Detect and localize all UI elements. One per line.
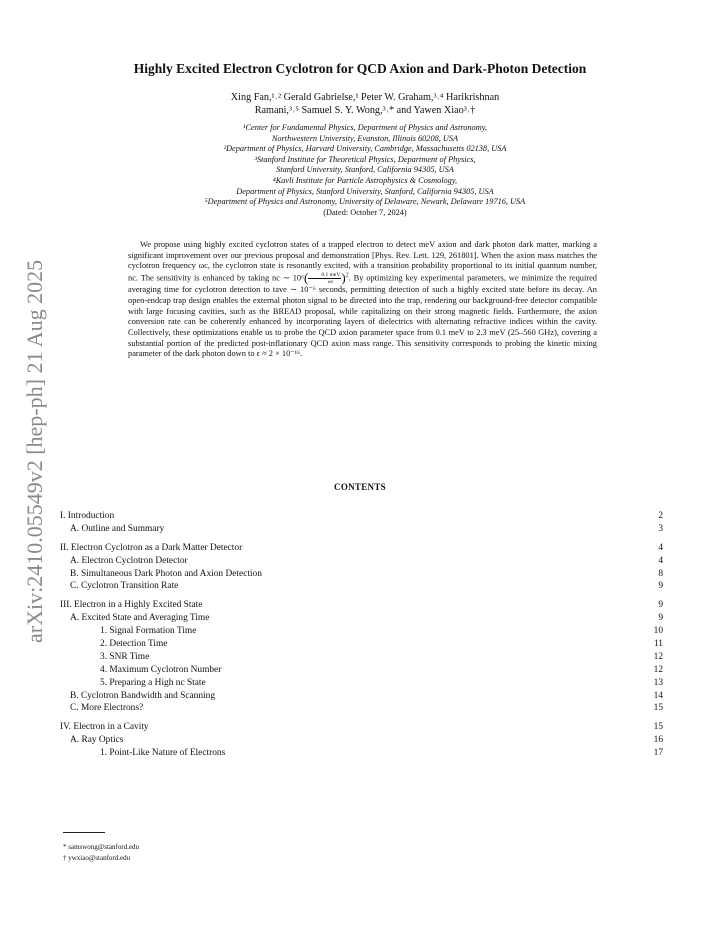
toc-entry-label: 4. Maximum Cyclotron Number bbox=[100, 664, 222, 675]
toc-entry[interactable] bbox=[60, 664, 663, 677]
toc-entry[interactable] bbox=[60, 568, 663, 581]
toc-entry[interactable] bbox=[60, 555, 663, 568]
table-of-contents bbox=[60, 510, 663, 760]
toc-entry[interactable] bbox=[60, 599, 663, 612]
toc-entry-page: 9 bbox=[658, 581, 663, 592]
toc-entry-page: 8 bbox=[658, 568, 663, 579]
toc-entry-page: 14 bbox=[653, 690, 663, 701]
toc-entry-page: 12 bbox=[653, 664, 663, 675]
authors-line-2: Ramani,³˒⁵ Samuel S. Y. Wong,³˒* and Yawen Xiao³˒† bbox=[254, 105, 476, 116]
toc-entry-label: 3. SNR Time bbox=[100, 651, 150, 662]
affiliation-line: Department of Physics, Stanford University, Stanford, California 94305, USA bbox=[236, 186, 494, 196]
toc-entry-label: 5. Preparing a High nc State bbox=[100, 677, 206, 688]
toc-entry-label: I. Introduction bbox=[60, 511, 115, 521]
toc-entry-label: 2. Detection Time bbox=[100, 639, 168, 650]
affiliations bbox=[100, 123, 630, 218]
toc-entry-label: C. Cyclotron Transition Rate bbox=[70, 581, 179, 592]
toc-entry[interactable] bbox=[60, 677, 663, 690]
toc-entry[interactable] bbox=[60, 638, 663, 651]
toc-entry[interactable] bbox=[60, 542, 663, 555]
toc-entry-page: 9 bbox=[658, 613, 663, 624]
toc-entry-label: III. Electron in a Highly Excited State bbox=[60, 600, 203, 611]
toc-entry-label: A. Ray Optics bbox=[70, 735, 124, 746]
footnote: * samswong@stanford.edu bbox=[63, 843, 140, 851]
toc-entry[interactable] bbox=[60, 625, 663, 638]
toc-entry-page: 4 bbox=[658, 555, 663, 566]
toc-entry-label: II. Electron Cyclotron as a Dark Matter Detector bbox=[60, 542, 243, 553]
arxiv-stamp-text: arXiv:2410.05549v2 [hep-ph] 21 Aug 2025 bbox=[22, 259, 47, 643]
toc-entry-label: 1. Point-Like Nature of Electrons bbox=[100, 748, 226, 759]
affiliation-line: Northwestern University, Evanston, Illinois 60208, USA bbox=[271, 133, 459, 143]
toc-entry[interactable] bbox=[60, 580, 663, 593]
abstract-text-2: . By optimizing key experimental parameters, we minimize the required averaging time for cyclotron detection to tave ∼ 10⁻⁶ seconds, permitting detection of such a highly excited state before its decay. An open-endcap trap design enables the external photon signal to be directed into the trap, rendering our background-free detector compatible with large focusing cavities, such as the BREAD proposal, while capitalizing on their strong magnetic fields. Furthermore, the axion conversion rate can be coherently enhanced by incorporating layers of dielectrics with alternating refractive indices within the cavity. Collectively, these optimizations enable us to probe the QCD axion parameter space from 0.1 meV to 2.3 meV (25–560 GHz), covering a substantial portion of the predicted post-inflationary QCD axion mass range. This sensitivity corresponds to probing the kinetic mixing parameter of the dark photon down to ϵ ≈ 2 × 10⁻¹⁶. bbox=[128, 273, 597, 359]
toc-entry[interactable] bbox=[60, 651, 663, 664]
toc-entry-page: 9 bbox=[658, 600, 663, 611]
date-line: (Dated: October 7, 2024) bbox=[323, 207, 407, 217]
right-paren: ) bbox=[341, 270, 346, 286]
toc-entry[interactable] bbox=[60, 734, 663, 747]
toc-entry-page: 13 bbox=[653, 677, 663, 688]
toc-entry-label: B. Simultaneous Dark Photon and Axion Detection bbox=[70, 568, 262, 579]
arxiv-stamp bbox=[12, 255, 52, 645]
author-list bbox=[170, 91, 560, 117]
toc-entry[interactable] bbox=[60, 721, 663, 734]
toc-entry[interactable] bbox=[60, 612, 663, 625]
affiliation-line: Stanford University, Stanford, California 94305, USA bbox=[276, 165, 454, 175]
toc-entry-page: 15 bbox=[653, 703, 663, 714]
toc-entry-label: IV. Electron in a Cavity bbox=[60, 722, 149, 733]
authors-line-1: Xing Fan,¹˒² Gerald Gabrielse,¹ Peter W. Graham,³˒⁴ Harikrishnan bbox=[230, 92, 500, 103]
affiliation-line: ³Stanford Institute for Theoretical Physics, Department of Physics, bbox=[254, 154, 476, 164]
toc-entry-page: 15 bbox=[653, 722, 663, 733]
footnotes bbox=[63, 842, 139, 863]
contents-heading: CONTENTS bbox=[334, 482, 386, 492]
toc-entry-label: A. Outline and Summary bbox=[70, 523, 165, 534]
toc-entry-page: 4 bbox=[658, 542, 663, 553]
toc-entry-page: 2 bbox=[658, 511, 663, 521]
affiliation-line: ¹Center for Fundamental Physics, Department of Physics and Astronomy, bbox=[243, 123, 487, 132]
fraction-denominator: ωc bbox=[327, 279, 334, 286]
toc-entry-label: C. More Electrons? bbox=[70, 703, 144, 714]
toc-entry-page: 16 bbox=[653, 735, 663, 746]
paper-title: Highly Excited Electron Cyclotron for QCD Axion and Dark-Photon Detection bbox=[133, 61, 587, 76]
abstract-text-1: We propose using highly excited cyclotron states of a trapped electron to detect meV axion and dark photon dark matter, marking a significant improvement over our previous proposal and demonstration [Phys. Rev. Lett. 129, 261801]. When the axion mass matches the cyclotron frequency ωc, the cyclotron state is resonantly excited, with a transition probability proportional to its initial quantum number, nc. The sensitivity is enhanced by taking nc ∼ 10⁶ bbox=[128, 240, 597, 283]
toc-entry-page: 3 bbox=[658, 523, 663, 534]
exponent: 2 bbox=[345, 272, 349, 279]
toc-entry-label: A. Excited State and Averaging Time bbox=[70, 613, 210, 624]
fraction bbox=[308, 272, 341, 285]
toc-entry[interactable] bbox=[60, 510, 663, 523]
toc-entry-page: 17 bbox=[653, 748, 663, 759]
fraction-numerator: 0.1 meV bbox=[308, 272, 341, 279]
affiliation-line: ²Department of Physics, Harvard University, Cambridge, Massachusetts 02138, USA bbox=[223, 144, 507, 154]
affiliation-line: ⁵Department of Physics and Astronomy, University of Delaware, Newark, Delaware 19716, USA bbox=[204, 197, 526, 207]
toc-entry[interactable] bbox=[60, 523, 663, 536]
toc-entry-label: B. Cyclotron Bandwidth and Scanning bbox=[70, 690, 216, 701]
toc-entry-page: 10 bbox=[653, 626, 663, 637]
toc-entry-page: 12 bbox=[653, 651, 663, 662]
toc-entry-label: 1. Signal Formation Time bbox=[100, 626, 197, 637]
footnote: † ywxiao@stanford.edu bbox=[63, 853, 131, 862]
left-paren: ( bbox=[304, 270, 309, 286]
toc-entry-page: 11 bbox=[653, 639, 663, 650]
footnote-rule bbox=[63, 832, 105, 833]
toc-entry[interactable] bbox=[60, 747, 663, 760]
toc-entry[interactable] bbox=[60, 702, 663, 715]
abstract-paragraph bbox=[128, 240, 597, 360]
toc-entry-label: A. Electron Cyclotron Detector bbox=[70, 555, 188, 566]
toc-entry[interactable] bbox=[60, 690, 663, 703]
affiliation-line: ⁴Kavli Institute for Particle Astrophysics & Cosmology, bbox=[272, 175, 458, 185]
abstract bbox=[128, 240, 597, 360]
